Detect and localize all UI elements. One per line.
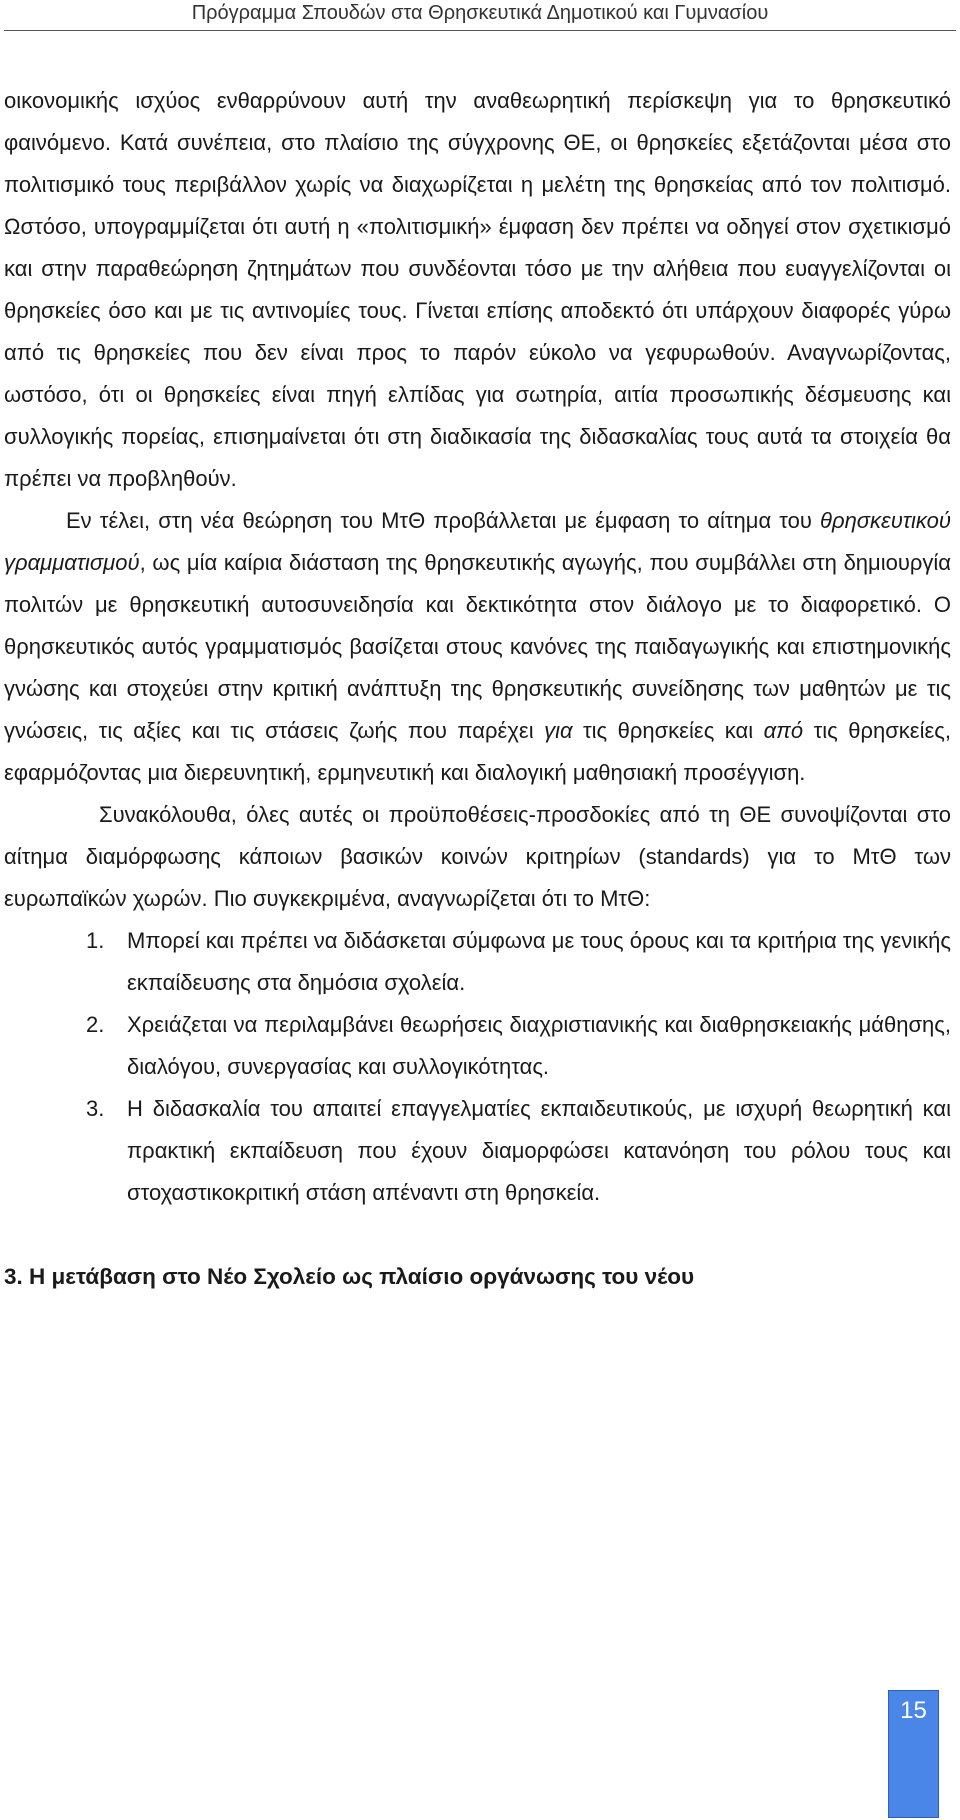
paragraph-2-text-d: τις θρησκείες, εφαρμόζοντας μια διερευνητική, ερμηνευτική και διαλογική μαθησιακή προσέγγιση. [4,718,952,785]
list-item [4,1004,951,1088]
section-heading: 3. Η μετάβαση στο Νέο Σχολείο ως πλαίσιο οργάνωσης του νέου [4,1264,695,1289]
list-item-text: Μπορεί και πρέπει να διδάσκεται σύμφωνα με τους όρους και τα κριτήρια της γενικής εκπαίδευσης στα δημόσια σχολεία. [127,928,951,995]
paragraph-2-emphasis-religious-literacy: θρησκευτικού γραμματισμού [4,508,951,575]
list-item [4,920,951,1004]
page-number-badge [888,1690,939,1818]
paragraph-2-text-c: τις θρησκείες και [572,718,764,743]
list-item-number: 3. [86,1096,105,1121]
header-title: Πρόγραμμα Σπουδών στα Θρησκευτικά Δημοτικού και Γυμνασίου [191,2,769,24]
criteria-list [4,920,951,1214]
paragraph-2-text-a: Εν τέλει, στη νέα θεώρηση του ΜτΘ προβάλλεται με έμφαση το αίτημα του [66,508,821,533]
header-divider [4,30,956,31]
page-number: 15 [900,1697,927,1724]
list-item-text: Χρειάζεται να περιλαμβάνει θεωρήσεις διαχριστιανικής και διαθρησκειακής μάθησης, διαλόγου, συνεργασίας και συλλογικότητας. [127,1012,951,1079]
list-item-number: 2. [86,1012,105,1037]
paragraph-2 [4,500,951,794]
list-item [4,1088,951,1214]
paragraph-1: οικονομικής ισχύος ενθαρρύνουν αυτή την αναθεωρητική περίσκεψη για το θρησκευτικό φαινόμενο. Κατά συνέπεια, στο πλαίσιο της σύγχρονης ΘΕ, οι θρησκείες εξετάζονται μέσα στο πολιτισμικό τους περιβάλλον χωρίς να διαχωρίζεται η μελέτη της θρησκείας από τον πολιτισμό. Ωστόσο, υπογραμμίζεται ότι αυτή η «πολιτισμική» έμφαση δεν πρέπει να οδηγεί στον σχετικισμό και στην παραθεώρηση ζητημάτων που συνδέονται τόσο με την αλήθεια που ευαγγελίζονται οι θρησκείες όσο και με τις αντινομίες τους. Γίνεται επίσης αποδεκτό ότι υπάρχουν διαφορές γύρω από τις θρησκείες που δεν είναι προς το παρόν εύκολο να γεφυρωθούν. Αναγνωρίζοντας, ωστόσο, ότι οι θρησκείες είναι πηγή ελπίδας για σωτηρία, αιτία προσωπικής δέσμευσης και συλλογικής πορείας, επισημαίνεται ότι στη διαδικασία της διδασκαλίας τους αυτά τα στοιχεία θα πρέπει να προβληθούν. [4,88,951,491]
running-header [0,0,960,32]
paragraph-2-emphasis-from: από [763,718,804,743]
list-item-number: 1. [86,928,105,953]
paragraph-2-text-b: , ως μία καίρια διάσταση της θρησκευτικής αγωγής, που συμβάλλει στη δημιουργία πολιτών με θρησκευτική αυτοσυνειδησία και δεκτικότητα στον διάλογο με το διαφορετικό. Ο θρησκευτικός αυτός γραμματισμός βασίζεται στους κανόνες της παιδαγωγικής και επιστημονικής γνώσης και στοχεύει στην κριτική ανάπτυξη της θρησκευτικής συνείδησης των μαθητών με τις γνώσεις, τις αξίες και τις στάσεις ζωής που παρέχει [4,550,951,743]
page-body [4,80,951,1298]
list-item-text: Η διδασκαλία του απαιτεί επαγγελματίες εκπαιδευτικούς, με ισχυρή θεωρητική και πρακτική εκπαίδευση που έχουν διαμορφώσει κατανόηση του ρόλου τους και στοχαστικοκριτική στάση απέναντι στη θρησκεία. [127,1096,951,1205]
paragraph-2-emphasis-for: για [544,718,573,743]
paragraph-3: Συνακόλουθα, όλες αυτές οι προϋποθέσεις-προσδοκίες από τη ΘΕ συνοψίζονται στο αίτημα διαμόρφωσης κάποιων βασικών κοινών κριτηρίων (standards) για το ΜτΘ των ευρωπαϊκών χωρών. Πιο συγκεκριμένα, αναγνωρίζεται ότι το ΜτΘ: [4,802,951,911]
